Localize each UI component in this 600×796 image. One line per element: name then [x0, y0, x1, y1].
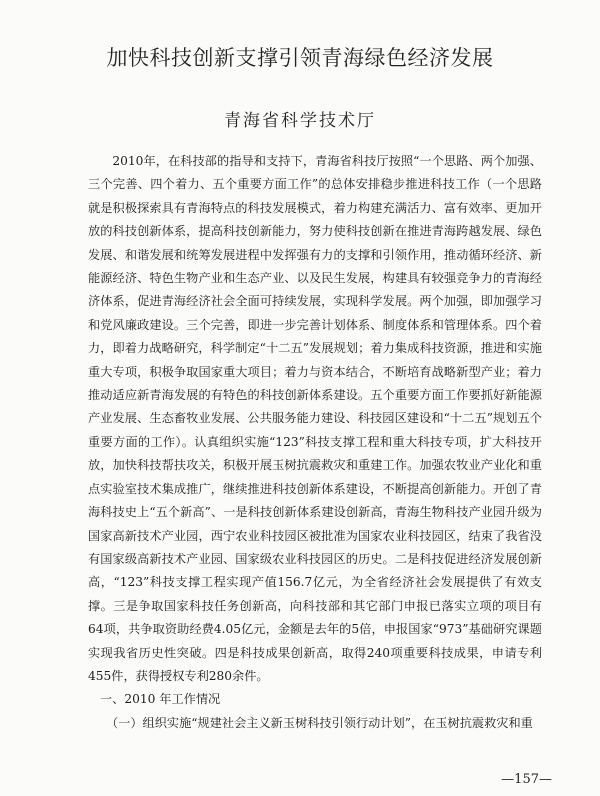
page-number: —157—: [501, 772, 552, 787]
document-body: [88, 150, 542, 735]
subsection-text: （一）组织实施“规建社会主义新玉树科技引领行动计划”，在玉树抗震救灾和重: [106, 715, 533, 730]
document-author: 青海省科学技术厅: [224, 111, 376, 131]
section-heading: 一、2010 年工作情况: [100, 692, 221, 707]
document-title: 加快科技创新支撑引领青海绿色经济发展: [106, 46, 494, 70]
body-paragraph: 2010年，在科技部的指导和支持下，青海省科技厅按照“一个思路、两个加强、三个完善、四个着力、五个重要方面工作”的总体安排稳步推进科技工作（一个思路就是积极探索具有青海特点的科技发展模式，着力构建充满活力、富有效率、更加开放的科技创新体系，提高科技创新能力，努力使科技创新在推进青海跨越发展、绿色发展、和谐发展和统筹发展进程中发挥强有力的支撑和引领作用，推动循环经济、新能源经济、特色生物产业和生态产业、以及民生发展，构建具有较强竞争力的青海经济体系，促进青海经济社会全面可持续发展，实现科学发展。两个加强，即加强学习和党风廉政建设。三个完善，即进一步完善计划体系、制度体系和管理体系。四个着力，即着力战略研究，科学制定“十二五”发展规划；着力集成科技资源，推进和实施重大专项，积极争取国家重大项目；着力与资本结合，不断培育战略新型产业；着力推动适应新青海发展的有特色的科技创新体系建设。五个重要方面工作要抓好新能源产业发展、生态畜牧业发展、公共服务能力建设、科技园区建设和“十二五”规划五个重要方面的工作）。认真组织实施“123”科技支撑工程和重大科技专项，扩大科技开放，加快科技帮扶攻关，积极开展玉树抗震救灾和重建工作。加强农牧业产业化和重点实验室技术集成推广，继续推进科技创新体系建设，不断提高创新能力。开创了青海科技史上“五个新高”、一是科技创新体系建设创新高，青海生物科技产业园升级为国家高新技术产业园，西宁农业科技园区被批准为国家农业科技园区，结束了我省没有国家级高新技术产业园、国家级农业科技园区的历史。二是科技促进经济发展创新高，“123”科技支撑工程实现产值156.7亿元，为全省经济社会发展提供了有效支撑。三是争取国家科技任务创新高，向科技部和其它部门申报已落实立项的项目有64项，共争取资助经费4.05亿元，金额是去年的5倍，申报国家“973”基础研究课题实现我省历史性突破。四是科技成果创新高，取得240项重要科技成果，申请专利455件，获得授权专利280余件。: [88, 154, 542, 683]
